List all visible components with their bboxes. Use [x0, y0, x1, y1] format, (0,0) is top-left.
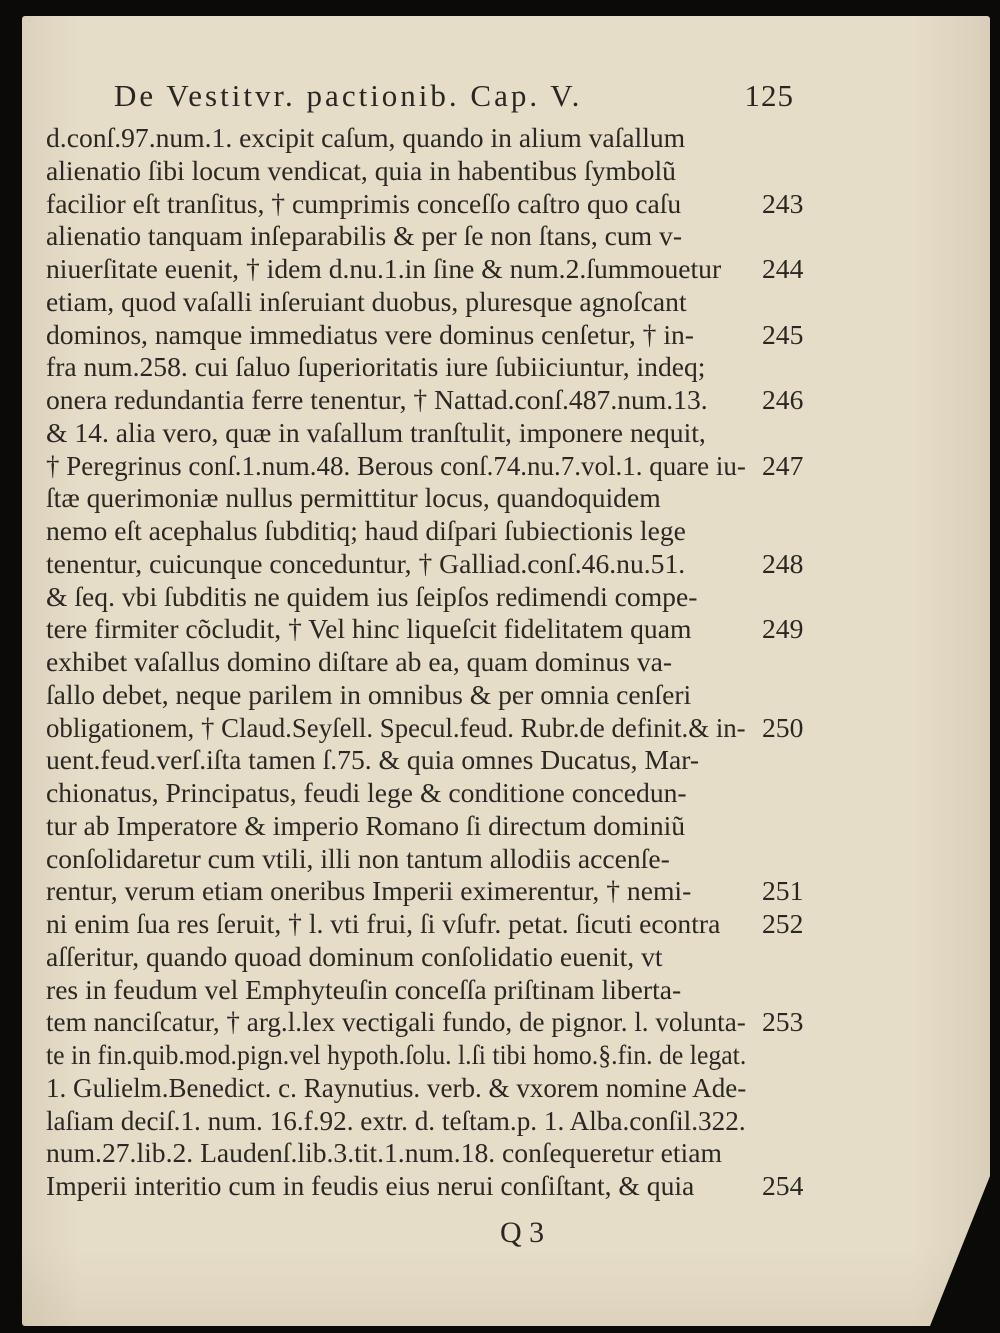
- margin-number: 254: [762, 1170, 804, 1201]
- text-line: [46, 351, 966, 384]
- text-line: [46, 417, 966, 450]
- text-line: [46, 843, 966, 876]
- line-text: tur ab Imperatore & imperio Romano ſi directum dominiũ: [46, 809, 686, 841]
- text-line: [46, 319, 966, 352]
- text-line: [46, 548, 966, 581]
- text-line: [46, 810, 966, 843]
- text-line: [46, 1072, 966, 1105]
- line-text: uent.feud.verſ.iſta tamen ſ.75. & quia omnes Ducatus, Mar-: [46, 744, 700, 776]
- text-line: [46, 1105, 966, 1138]
- line-text: num.27.lib.2. Laudenſ.lib.3.tit.1.num.18. conſequeretur etiam: [46, 1137, 722, 1169]
- text-line: [46, 286, 966, 319]
- line-text: aſſeritur, quando quoad dominum conſolidatio euenit, vt: [46, 940, 663, 972]
- text-line: [46, 613, 966, 646]
- line-text: fra num.258. cui ſaluo ſuperioritatis iure ſubiiciuntur, indeq;: [46, 351, 706, 383]
- text-line: [46, 712, 966, 745]
- text-line: [46, 679, 966, 712]
- text-line: [46, 646, 966, 679]
- text-line: [46, 581, 966, 614]
- text-line: [46, 450, 966, 483]
- line-text: tem nanciſcatur, † arg.l.lex vectigali fundo, de pignor. l. volunta-: [46, 1006, 746, 1038]
- text-line: [46, 777, 966, 810]
- text-line: [46, 155, 966, 188]
- line-text: onera redundantia ferre tenentur, † Nattad.conſ.487.num.13.: [46, 384, 708, 415]
- text-line: [46, 744, 966, 777]
- page-header: [114, 78, 794, 114]
- line-text: rentur, verum etiam oneribus Imperii eximerentur, † nemi-: [46, 875, 692, 907]
- line-text: & 14. alia vero, quæ in vaſallum tranſtulit, imponere nequit,: [46, 416, 706, 448]
- margin-number: 249: [762, 613, 804, 645]
- line-text: alienatio ſibi locum vendicat, quia in habentibus ſymbolũ: [46, 154, 676, 186]
- margin-number: 250: [762, 711, 804, 743]
- line-text: exhibet vaſallus domino diſtare ab ea, quam dominus va-: [46, 646, 673, 677]
- line-text: ſallo debet, neque parilem in omnibus & per omnia cenſeri: [46, 678, 692, 710]
- text-line: [46, 875, 966, 908]
- line-text: d.conſ.97.num.1. excipit caſum, quando in alium vaſallum: [46, 122, 686, 153]
- margin-number: 247: [762, 449, 804, 481]
- text-line: [46, 253, 966, 286]
- line-text: 1. Gulielm.Benedict. c. Raynutius. verb. & vxorem nomine Ade-: [46, 1071, 747, 1103]
- margin-number: 243: [762, 187, 804, 219]
- body-text: [46, 122, 966, 1203]
- line-text: obligationem, † Claud.Seyſell. Specul.feud. Rubr.de definit.& in-: [46, 711, 746, 743]
- text-line: [46, 908, 966, 941]
- text-line: [46, 220, 966, 253]
- line-text: conſolidaretur cum vtili, illi non tantum allodiis accenſe-: [46, 842, 670, 874]
- text-line: [46, 384, 966, 417]
- margin-number: 248: [762, 547, 804, 579]
- line-text: tenentur, cuicunque conceduntur, † Galliad.conſ.46.nu.51.: [46, 547, 686, 579]
- line-text: alienatio tanquam inſeparabilis & per ſe non ſtans, cum v-: [46, 220, 683, 252]
- page-number: 125: [744, 78, 794, 113]
- book-page: [22, 16, 990, 1326]
- text-line: [46, 1170, 966, 1203]
- torn-corner: [930, 1176, 990, 1326]
- line-text: nemo eſt acephalus ſubditiq; haud diſpari ſubiectionis lege: [46, 515, 686, 546]
- text-line: [46, 1039, 966, 1072]
- text-line: [46, 482, 966, 515]
- line-text: niuerſitate euenit, † idem d.nu.1.in ſine & num.2.ſummouetur: [46, 253, 722, 284]
- line-text: Imperii interitio cum in feudis eius nerui conſiſtant, & quia: [46, 1170, 695, 1201]
- line-text: te in fin.quib.mod.pign.vel hypoth.ſolu. l.ſi tibi homo.§.fin. de legat.: [46, 1039, 747, 1070]
- line-text: etiam, quod vaſalli inſeruiant duobus, pluresque agnoſcant: [46, 285, 687, 317]
- text-line: [46, 974, 966, 1007]
- line-text: res in feudum vel Emphyteuſin conceſſa priſtinam liberta-: [46, 973, 682, 1005]
- line-text: ni enim ſua res ſeruit, † l. vti frui, ſi vſufr. petat. ſicuti econtra: [46, 908, 721, 939]
- line-text: † Peregrinus conſ.1.num.48. Berous conſ.74.nu.7.vol.1. quare iu-: [46, 449, 746, 481]
- line-text: & ſeq. vbi ſubditis ne quidem ius ſeipſos redimendi compe-: [46, 580, 698, 612]
- line-text: dominos, namque immediatus vere dominus cenſetur, † in-: [46, 318, 694, 350]
- text-line: [46, 1006, 966, 1039]
- text-line: [46, 188, 966, 221]
- text-line: [46, 515, 966, 548]
- margin-number: 246: [762, 384, 804, 415]
- margin-number: 252: [762, 908, 804, 939]
- line-text: chionatus, Principatus, feudi lege & conditione concedun-: [46, 777, 687, 808]
- running-title: De Vestitvr. pactionib. Cap. V.: [114, 78, 583, 113]
- line-text: laſiam deciſ.1. num. 16.f.92. extr. d. teſtam.p. 1. Alba.conſil.322.: [46, 1104, 746, 1136]
- text-line: [46, 122, 966, 155]
- line-text: tere firmiter cõcludit, † Vel hinc liqueſcit fidelitatem quam: [46, 613, 692, 645]
- line-text: facilior eſt tranſitus, † cumprimis conceſſo caſtro quo caſu: [46, 187, 682, 219]
- line-text: ſtæ querimoniæ nullus permittitur locus, quandoquidem: [46, 482, 661, 514]
- margin-number: 253: [762, 1006, 804, 1038]
- margin-number: 245: [762, 318, 804, 350]
- margin-number: 251: [762, 875, 804, 907]
- text-line: [46, 1137, 966, 1170]
- signature-mark: Q 3: [500, 1216, 545, 1249]
- text-line: [46, 941, 966, 974]
- margin-number: 244: [762, 253, 804, 284]
